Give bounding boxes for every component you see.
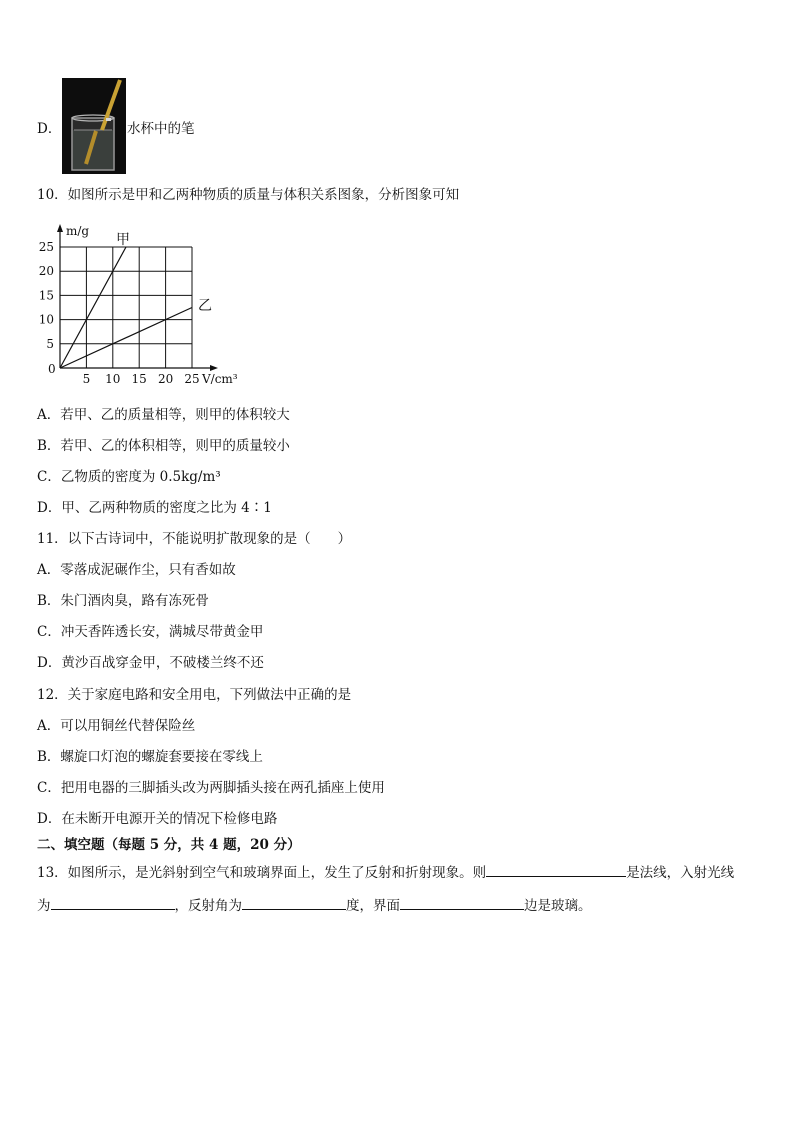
q13-line-1 bbox=[37, 862, 734, 882]
series-line-0 bbox=[60, 247, 126, 368]
q10-stem: 10．如图所示是甲和乙两种物质的质量与体积关系图象，分析图象可知 bbox=[37, 187, 460, 203]
q10-option-a: A．若甲、乙的质量相等，则甲的体积较大 bbox=[37, 407, 290, 423]
y-tick-label-15: 15 bbox=[38, 288, 54, 303]
x-axis-label: V/cm³ bbox=[202, 372, 238, 386]
q12-option-c: C．把用电器的三脚插头改为两脚插头接在两孔插座上使用 bbox=[37, 780, 385, 796]
q13-text-5: 度，界面 bbox=[346, 898, 400, 914]
q9-option-d-letter: D． bbox=[37, 121, 62, 137]
q10-option-b: B．若甲、乙的体积相等，则甲的质量较小 bbox=[37, 438, 290, 454]
y-tick-label-20: 20 bbox=[38, 264, 54, 279]
section-2-heading: 二、填空题（每题 5 分，共 4 题，20 分） bbox=[37, 837, 301, 853]
glass-with-pen-photo bbox=[62, 78, 126, 174]
q12-option-d: D．在未断开电源开关的情况下检修电路 bbox=[37, 811, 278, 827]
q11-option-c: C．冲天香阵透长安，满城尽带黄金甲 bbox=[37, 624, 264, 640]
q9-option-d-text: 水杯中的笔 bbox=[127, 121, 195, 137]
y-axis-arrow bbox=[57, 224, 63, 232]
mass-volume-chart bbox=[30, 222, 250, 390]
series-line-1 bbox=[60, 308, 192, 369]
origin-label: 0 bbox=[48, 362, 56, 376]
x-tick-label-5: 5 bbox=[82, 372, 91, 386]
y-axis-label: m/g bbox=[66, 224, 90, 238]
q13-text-3: 为 bbox=[37, 898, 51, 914]
q13-blank-incident-ray[interactable] bbox=[51, 895, 175, 910]
q11-option-d: D．黄沙百战穿金甲，不破楼兰终不还 bbox=[37, 655, 264, 671]
q13-text-2: 是法线，入射光线 bbox=[626, 865, 735, 881]
x-tick-label-15: 15 bbox=[131, 372, 147, 386]
series-label-jia: 甲 bbox=[116, 232, 130, 248]
q12-option-b: B．螺旋口灯泡的螺旋套要接在零线上 bbox=[37, 749, 263, 765]
q13-blank-normal[interactable] bbox=[486, 862, 626, 877]
q11-option-b: B．朱门酒肉臭，路有冻死骨 bbox=[37, 593, 209, 609]
q13-text-1: 13．如图所示，是光斜射到空气和玻璃界面上，发生了反射和折射现象。则 bbox=[37, 865, 487, 881]
q13-text-4: ，反射角为 bbox=[174, 898, 242, 914]
x-tick-label-10: 10 bbox=[105, 372, 121, 386]
q11-option-a: A．零落成泥碾作尘，只有香如故 bbox=[37, 562, 236, 578]
q13-line-2 bbox=[37, 895, 592, 915]
x-axis-arrow bbox=[210, 365, 218, 371]
y-tick-label-10: 10 bbox=[38, 312, 54, 327]
q12-stem: 12．关于家庭电路和安全用电，下列做法中正确的是 bbox=[37, 687, 352, 703]
q10-option-d: D．甲、乙两种物质的密度之比为 4∶1 bbox=[37, 500, 272, 516]
x-tick-label-20: 20 bbox=[157, 372, 174, 386]
series-label-yi: 乙 bbox=[198, 298, 212, 314]
q13-blank-reflection-angle[interactable] bbox=[242, 895, 346, 910]
q13-text-6: 边是玻璃。 bbox=[524, 898, 592, 914]
y-tick-label-25: 25 bbox=[38, 240, 54, 254]
x-tick-label-25: 25 bbox=[184, 372, 200, 386]
y-tick-label-5: 5 bbox=[46, 336, 54, 351]
q12-option-a: A．可以用铜丝代替保险丝 bbox=[37, 718, 196, 734]
q13-blank-interface-side[interactable] bbox=[400, 895, 524, 910]
q10-option-c: C．乙物质的密度为 0.5kg/m³ bbox=[37, 469, 221, 485]
q11-stem: 11．以下古诗词中，不能说明扩散现象的是（ ） bbox=[37, 531, 352, 547]
